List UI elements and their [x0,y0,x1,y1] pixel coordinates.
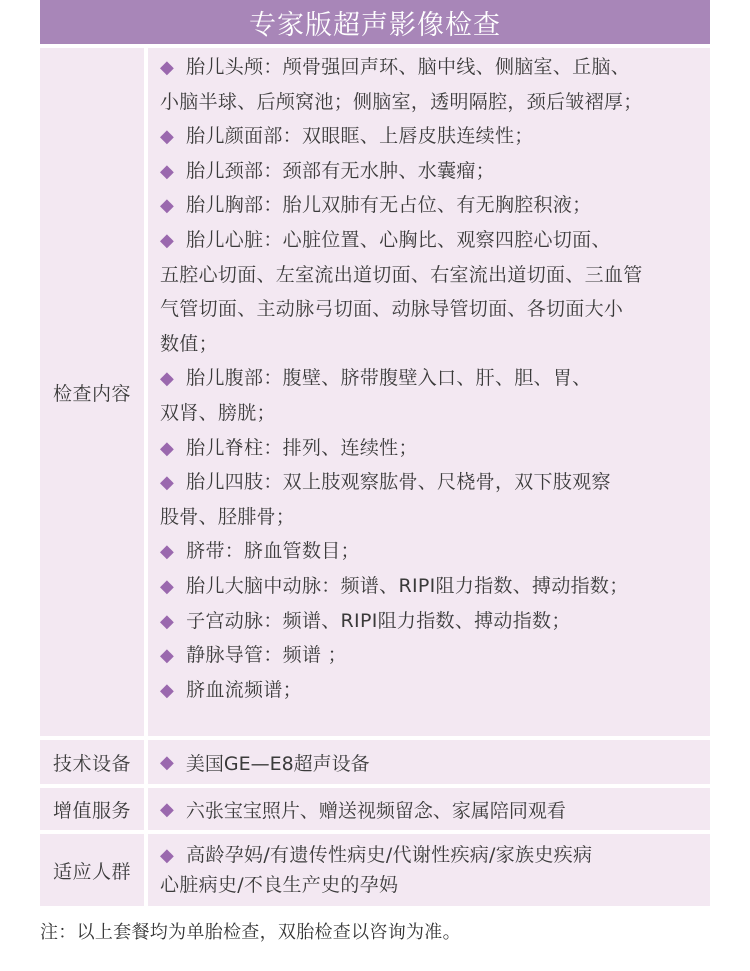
exam-content-row [40,48,710,736]
exam-content-label: 检查内容 [40,48,144,736]
exam-item-line [160,604,702,639]
exam-item-text: 股骨、胫腓骨； [160,505,296,528]
exam-item-line [160,638,702,673]
exam-item-text: 五腔心切面、左室流出道切面、右室流出道切面、三血管 [160,263,643,286]
exam-item-text: 脐血流频谱； [186,678,302,701]
diamond-bullet-icon: ◆ [160,368,175,390]
exam-item-line [160,361,702,396]
exam-item-text: 小脑半球、后颅窝池；侧脑室，透明隔腔，颈后皱褶厚； [160,90,643,113]
exam-item-line [160,465,702,500]
exam-item-line [160,258,702,293]
exam-item-text: 胎儿头颅：颅骨强回声环、脑中线、侧脑室、丘脑、 [186,56,631,78]
exam-item-line [160,85,702,120]
exam-item-line [160,50,702,85]
diamond-bullet-icon: ◆ [160,610,175,632]
exam-item-text: 胎儿腹部：腹壁、脐带腹壁入口、肝、胆、胃、 [186,367,592,390]
diamond-bullet-icon: ◆ [160,679,175,701]
diamond-bullet-icon: ◆ [160,751,174,773]
diamond-bullet-icon: ◆ [160,126,175,148]
exam-item-text: 双肾、膀胱； [160,401,276,424]
exam-item-line [160,119,702,154]
diamond-bullet-icon: ◆ [160,437,175,459]
audience-text-1: 高龄孕妈/有遗传性病史/代谢性疾病/家族史疾病 [186,844,593,866]
exam-item-text: 子宫动脉：频谱、RIPI阻力指数、搏动指数； [186,609,571,632]
exam-item-line [160,396,702,431]
audience-text-2: 心脏病史/不良生产史的孕妈 [160,874,399,896]
exam-item-text: 胎儿胸部：胎儿双肺有无占位、有无胸腔积液； [186,194,592,217]
diamond-bullet-icon: ◆ [160,645,175,667]
audience-line [160,840,702,870]
exam-item-line [160,673,702,708]
audience-row [40,834,710,906]
page-title: 专家版超声影像检查 [40,0,710,44]
exam-item-line [160,223,702,258]
diamond-bullet-icon: ◆ [160,845,175,866]
exam-item-text: 胎儿颈部：颈部有无水肿、水囊瘤； [186,159,495,182]
diamond-bullet-icon: ◆ [160,57,175,78]
service-label: 增值服务 [40,788,144,830]
equipment-text: 美国GE—E8超声设备 [185,752,370,775]
equipment-label: 技术设备 [40,740,144,784]
diamond-bullet-icon: ◆ [160,195,175,217]
exam-item-text: 胎儿心脏：心脏位置、心胸比、观察四腔心切面、 [186,228,611,251]
service-text: 六张宝宝照片、赠送视频留念、家属陪同观看 [185,799,566,822]
exam-item-line [160,188,702,223]
exam-item-text: 数值； [160,332,218,355]
exam-item-line [160,154,702,189]
exam-item-line [160,500,702,535]
exam-item-text: 静脉导管：频谱 ； [186,644,347,667]
audience-line [160,870,702,900]
equipment-row [40,740,710,784]
diamond-bullet-icon: ◆ [160,229,175,251]
footnote: 注：以上套餐均为单胎检查，双胎检查以咨询为准。 [40,922,461,943]
diamond-bullet-icon: ◆ [160,160,175,182]
diamond-bullet-icon: ◆ [160,472,175,494]
exam-item-line [160,534,702,569]
service-content [148,788,710,830]
exam-item-line [160,292,702,327]
audience-label: 适应人群 [40,834,144,906]
exam-item-line [160,327,702,362]
audience-content [148,834,710,906]
exam-item-text: 脐带：脐血管数目； [186,540,360,563]
diamond-bullet-icon: ◆ [160,575,175,597]
diamond-bullet-icon: ◆ [160,798,174,820]
exam-item-text: 胎儿脊柱：排列、连续性； [186,436,418,459]
exam-item-text: 胎儿四肢：双上肢观察肱骨、尺桡骨，双下肢观察 [186,471,611,494]
exam-item-text: 胎儿颜面部：双眼眶、上唇皮肤连续性； [186,125,534,148]
diamond-bullet-icon: ◆ [160,541,175,563]
exam-content-list [148,48,710,736]
exam-item-line [160,569,702,604]
exam-item-text: 胎儿大脑中动脉：频谱、RIPI阻力指数、搏动指数； [186,574,629,597]
exam-item-line [160,431,702,466]
service-row [40,788,710,830]
equipment-content [148,740,710,784]
exam-item-text: 气管切面、主动脉弓切面、动脉导管切面、各切面大小 [160,298,624,321]
